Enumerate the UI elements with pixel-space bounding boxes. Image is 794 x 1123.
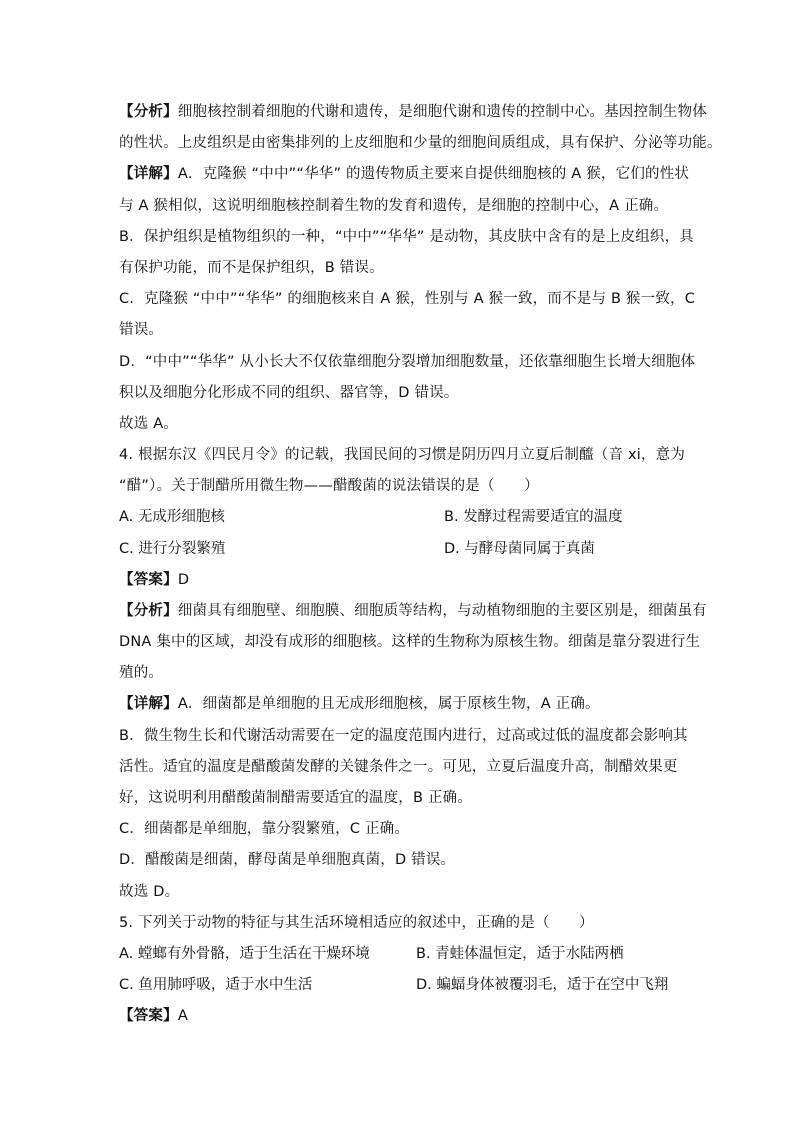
q5-option-c: C. 鱼用肺呼吸，适于水中生活 [119, 977, 313, 993]
q3-detail-line-5: C．克隆猴 “中中”“华华” 的细胞核来自 A 猴，性别与 A 猴一致，而不是与 B 猴一致，C [119, 291, 696, 307]
q4-option-d: D. 与酵母菌同属于真菌 [444, 541, 595, 557]
q4-analysis-line-3: 殖的。 [119, 665, 164, 681]
q3-detail-line-3: B．保护组织是植物组织的一种，“中中”“华华” 是动物，其皮肤中含有的是上皮组织，具 [119, 229, 695, 245]
q4-stem-line-1: 4. 根据东汉《四民月令》的记载，我国民间的习惯是阴历四月立夏后制醯（音 xi，意为 [119, 447, 686, 463]
q3-analysis-line-1: 【分析】细胞核控制着细胞的代谢和遗传，是细胞代谢和遗传的控制中心。基因控制生物体 [119, 104, 708, 120]
q4-analysis-line-2: DNA 集中的区域，却没有成形的细胞核。这样的生物称为原核生物。细菌是靠分裂进行生 [119, 634, 701, 650]
q3-detail-line-8: 积以及细胞分化形成不同的组织、器官等，D 错误。 [119, 385, 459, 401]
q4-conclusion: 故选 D。 [119, 884, 180, 900]
q3-detail-line-2: 与 A 猴相似，这说明细胞核控制着生物的发育和遗传，是细胞的控制中心，A 正确。 [119, 198, 669, 214]
q5-option-d: D. 蝙蝠身体被覆羽毛，适于在空中飞翔 [416, 977, 669, 993]
detail-tag: 【详解】 [119, 166, 178, 182]
q3-analysis-line-2: 的性状。上皮组织是由密集排列的上皮细胞和少量的细胞间质组成，具有保护、分泌等功能。 [119, 135, 722, 151]
q4-detail-line-4: 好，这说明利用醋酸菌制醋需要适宜的温度，B 正确。 [119, 790, 473, 806]
q4-option-c: C. 进行分裂繁殖 [119, 541, 226, 557]
q3-detail-line-6: 错误。 [119, 322, 164, 338]
q4-option-a: A. 无成形细胞核 [119, 509, 225, 525]
q4-analysis-line-1: 【分析】细菌具有细胞壁、细胞膜、细胞质等结构，与动植物细胞的主要区别是，细菌虽有 [119, 603, 708, 619]
q4-detail-line-2: B．微生物生长和代谢活动需要在一定的温度范围内进行，过高或过低的温度都会影响其 [119, 728, 688, 744]
q4-stem-line-2: “醋”）。关于制醋所用微生物——醋酸菌的说法错误的是（ ） [119, 478, 539, 494]
analysis-tag: 【分析】 [119, 104, 178, 120]
q3-conclusion: 故选 A。 [119, 416, 179, 432]
q4-detail-line-5: C．细菌都是单细胞，靠分裂繁殖，C 正确。 [119, 821, 410, 837]
q5-option-a: A. 螳螂有外骨骼，适于生活在干燥环境 [119, 946, 370, 962]
q5-stem-line-1: 5. 下列关于动物的特征与其生活环境相适应的叙述中，正确的是（ ） [119, 915, 594, 931]
q5-answer: 【答案】A [119, 1008, 188, 1024]
q4-detail-line-3: 活性。适宜的温度是醋酸菌发酵的关键条件之一。可见，立夏后温度升高，制醋效果更 [119, 759, 678, 775]
q4-answer: 【答案】D [119, 572, 190, 588]
q3-detail-line-7: D．“中中”“华华” 从小长大不仅依靠细胞分裂增加细胞数量，还依靠细胞生长增大细胞体 [119, 354, 696, 370]
q4-option-b: B. 发酵过程需要适宜的温度 [444, 509, 623, 525]
detail-tag: 【详解】 [119, 696, 178, 712]
q4-detail-line-6: D．醋酸菌是细菌，酵母菌是单细胞真菌，D 错误。 [119, 852, 456, 868]
analysis-tag: 【分析】 [119, 603, 178, 619]
answer-tag: 【答案】 [119, 572, 178, 588]
q5-option-b: B. 青蛙体温恒定，适于水陆两栖 [416, 946, 624, 962]
q4-detail-line-1: 【详解】A．细菌都是单细胞的且无成形细胞核，属于原核生物，A 正确。 [119, 696, 600, 712]
answer-tag: 【答案】 [119, 1008, 178, 1024]
q3-detail-line-4: 有保护功能，而不是保护组织，B 错误。 [119, 260, 384, 276]
q3-detail-line-1: 【详解】A．克隆猴 “中中”“华华” 的遗传物质主要来自提供细胞核的 A 猴，它们的性状 [119, 166, 690, 182]
